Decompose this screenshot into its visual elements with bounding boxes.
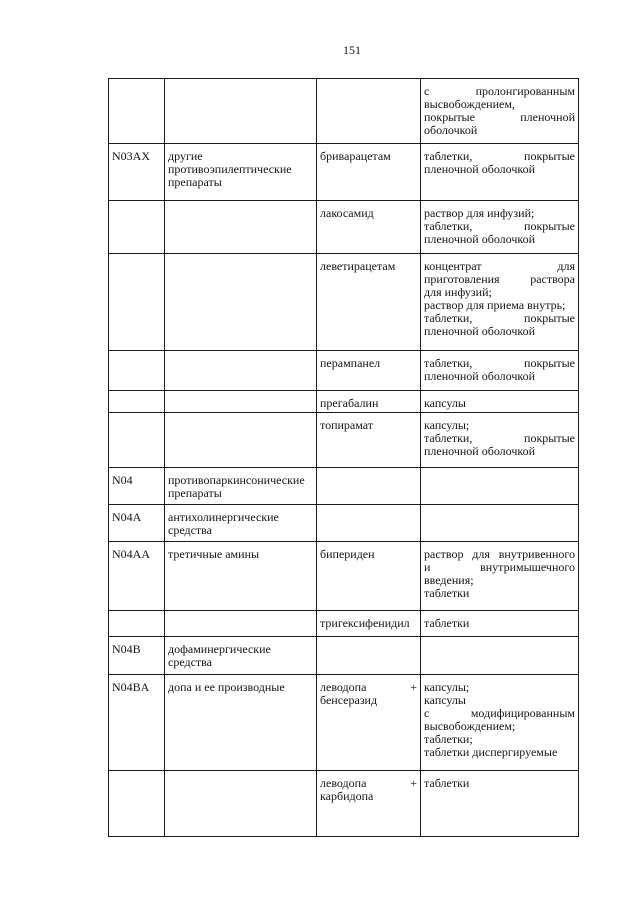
group-name-cell xyxy=(165,542,317,611)
cell-line: таблетки, покрытые xyxy=(424,219,575,233)
cell-line: таблетки, покрытые xyxy=(424,311,575,325)
cell-line: капсулы; xyxy=(424,418,470,432)
cell-line: таблетки, покрытые xyxy=(424,149,575,163)
dosage-form-cell xyxy=(421,468,579,505)
cell-paragraph xyxy=(424,357,575,383)
cell-paragraph xyxy=(424,746,575,759)
cell-paragraph xyxy=(424,694,575,733)
cell-line: таблетки диспергируемые xyxy=(424,745,558,759)
cell-paragraph xyxy=(424,587,575,600)
group-name-cell xyxy=(165,391,317,413)
cell-paragraph xyxy=(424,432,575,458)
table-row xyxy=(109,391,579,413)
cell-paragraph xyxy=(320,419,417,432)
dosage-form-cell xyxy=(421,413,579,468)
dosage-form-cell xyxy=(421,201,579,254)
cell-line: тригексифенидил xyxy=(320,616,410,630)
cell-line: пленочной оболочкой xyxy=(424,162,536,176)
atc-code-cell xyxy=(109,675,165,771)
group-name-cell xyxy=(165,505,317,542)
cell-line: леводопа + xyxy=(320,776,417,790)
cell-line: пленочной оболочкой xyxy=(424,444,536,458)
cell-line: капсулы; xyxy=(424,680,470,694)
drug-name-cell xyxy=(317,468,421,505)
cell-paragraph xyxy=(424,777,575,790)
cell-line: дофаминергические xyxy=(168,642,271,656)
atc-code-cell xyxy=(109,637,165,675)
cell-line: третичные амины xyxy=(168,547,260,561)
atc-code-cell xyxy=(109,611,165,637)
cell-paragraph xyxy=(320,777,417,803)
group-name-cell xyxy=(165,468,317,505)
cell-paragraph xyxy=(424,260,575,299)
cell-line: лакосамид xyxy=(320,206,374,220)
group-name-cell xyxy=(165,771,317,837)
group-name-cell xyxy=(165,675,317,771)
cell-paragraph xyxy=(168,643,313,669)
cell-line: бриварацетам xyxy=(320,149,391,163)
cell-paragraph xyxy=(168,474,313,500)
cell-line: приготовления раствора xyxy=(424,272,575,286)
cell-line: N03AX xyxy=(112,149,150,163)
cell-line: бенсеразид xyxy=(320,693,378,707)
group-name-cell xyxy=(165,144,317,201)
group-name-cell xyxy=(165,351,317,391)
drug-name-cell xyxy=(317,351,421,391)
table-row xyxy=(109,144,579,201)
atc-code-cell xyxy=(109,79,165,144)
cell-line: другие xyxy=(168,149,203,163)
table-row xyxy=(109,351,579,391)
atc-code-cell xyxy=(109,201,165,254)
cell-paragraph xyxy=(168,681,313,694)
cell-line: карбидопа xyxy=(320,789,374,803)
cell-line: противопаркинсонические xyxy=(168,473,305,487)
table-row xyxy=(109,675,579,771)
cell-paragraph xyxy=(320,357,417,370)
cell-paragraph xyxy=(320,150,417,163)
cell-line: капсулы xyxy=(424,396,466,410)
cell-line: препараты xyxy=(168,175,222,189)
atc-code-cell xyxy=(109,391,165,413)
drug-name-cell xyxy=(317,201,421,254)
cell-line: N04BA xyxy=(112,680,150,694)
group-name-cell xyxy=(165,611,317,637)
dosage-form-cell xyxy=(421,254,579,351)
cell-line: N04B xyxy=(112,642,141,656)
cell-line: леводопа + xyxy=(320,680,417,694)
cell-paragraph xyxy=(320,260,417,273)
cell-line: леветирацетам xyxy=(320,259,396,273)
cell-line: раствор для внутривенного xyxy=(424,547,575,561)
cell-line: и внутримышечного xyxy=(424,560,575,574)
atc-code-cell xyxy=(109,413,165,468)
cell-line: противоэпилептические xyxy=(168,162,292,176)
table-row xyxy=(109,254,579,351)
cell-line: таблетки; xyxy=(424,732,473,746)
drug-name-cell xyxy=(317,542,421,611)
cell-paragraph xyxy=(320,397,417,410)
cell-line: прегабалин xyxy=(320,396,379,410)
atc-code-cell xyxy=(109,351,165,391)
cell-line: раствор для инфузий; xyxy=(424,206,535,220)
cell-line: средства xyxy=(168,655,213,669)
group-name-cell xyxy=(165,637,317,675)
cell-paragraph xyxy=(320,207,417,220)
drug-table xyxy=(108,78,579,837)
cell-line: с модифицированным xyxy=(424,706,575,720)
cell-line: с пролонгированным xyxy=(424,84,575,98)
cell-line: таблетки xyxy=(424,776,470,790)
cell-line: N04A xyxy=(112,510,142,524)
table-row xyxy=(109,637,579,675)
table-row xyxy=(109,79,579,144)
cell-line: топирамат xyxy=(320,418,374,432)
cell-paragraph xyxy=(320,617,417,630)
cell-line: таблетки, покрытые xyxy=(424,431,575,445)
dosage-form-cell xyxy=(421,351,579,391)
atc-code-cell xyxy=(109,144,165,201)
atc-code-cell xyxy=(109,505,165,542)
cell-paragraph xyxy=(320,681,417,707)
cell-line: оболочкой xyxy=(424,123,478,137)
cell-line: таблетки, покрытые xyxy=(424,356,575,370)
table-row xyxy=(109,542,579,611)
table-row xyxy=(109,413,579,468)
cell-paragraph xyxy=(424,220,575,246)
cell-line: перампанел xyxy=(320,356,381,370)
cell-line: таблетки xyxy=(424,616,470,630)
drug-name-cell xyxy=(317,79,421,144)
dosage-form-cell xyxy=(421,637,579,675)
atc-code-cell xyxy=(109,771,165,837)
dosage-form-cell xyxy=(421,505,579,542)
cell-line: покрытые пленочной xyxy=(424,110,575,124)
table-row xyxy=(109,771,579,837)
table-row xyxy=(109,468,579,505)
dosage-form-cell xyxy=(421,79,579,144)
cell-line: таблетки xyxy=(424,586,470,600)
table-row xyxy=(109,201,579,254)
cell-paragraph xyxy=(424,548,575,587)
cell-line: для инфузий; xyxy=(424,285,492,299)
drug-name-cell xyxy=(317,144,421,201)
cell-paragraph xyxy=(424,617,575,630)
cell-line: N04AA xyxy=(112,547,150,561)
cell-paragraph xyxy=(424,85,575,137)
atc-code-cell xyxy=(109,468,165,505)
cell-line: допа и ее производные xyxy=(168,680,285,694)
cell-line: введения; xyxy=(424,573,474,587)
dosage-form-cell xyxy=(421,771,579,837)
cell-line: бипериден xyxy=(320,547,375,561)
drug-name-cell xyxy=(317,771,421,837)
cell-paragraph xyxy=(320,548,417,561)
page-number: 151 xyxy=(343,43,361,57)
drug-table-body xyxy=(109,79,579,837)
drug-name-cell xyxy=(317,254,421,351)
cell-line: пленочной оболочкой xyxy=(424,324,536,338)
cell-line: N04 xyxy=(112,473,133,487)
cell-line: пленочной оболочкой xyxy=(424,232,536,246)
group-name-cell xyxy=(165,201,317,254)
dosage-form-cell xyxy=(421,675,579,771)
cell-paragraph xyxy=(168,548,313,561)
cell-line: высвобождением, xyxy=(424,97,515,111)
cell-line: высвобождением; xyxy=(424,719,516,733)
atc-code-cell xyxy=(109,254,165,351)
drug-name-cell xyxy=(317,505,421,542)
dosage-form-cell xyxy=(421,144,579,201)
cell-line: средства xyxy=(168,523,213,537)
dosage-form-cell xyxy=(421,542,579,611)
drug-name-cell xyxy=(317,611,421,637)
cell-line: препараты xyxy=(168,486,222,500)
cell-paragraph xyxy=(424,150,575,176)
cell-paragraph xyxy=(168,511,313,537)
group-name-cell xyxy=(165,79,317,144)
dosage-form-cell xyxy=(421,611,579,637)
drug-name-cell xyxy=(317,637,421,675)
cell-paragraph xyxy=(424,312,575,338)
table-row xyxy=(109,611,579,637)
drug-name-cell xyxy=(317,391,421,413)
cell-paragraph xyxy=(424,397,575,410)
cell-line: концентрат для xyxy=(424,259,575,273)
drug-name-cell xyxy=(317,675,421,771)
cell-line: пленочной оболочкой xyxy=(424,369,536,383)
group-name-cell xyxy=(165,254,317,351)
dosage-form-cell xyxy=(421,391,579,413)
table-row xyxy=(109,505,579,542)
cell-paragraph xyxy=(168,150,313,189)
drug-name-cell xyxy=(317,413,421,468)
cell-line: капсулы xyxy=(424,693,466,707)
cell-line: антихолинергические xyxy=(168,510,279,524)
atc-code-cell xyxy=(109,542,165,611)
cell-line: раствор для приема внутрь; xyxy=(424,298,566,312)
group-name-cell xyxy=(165,413,317,468)
